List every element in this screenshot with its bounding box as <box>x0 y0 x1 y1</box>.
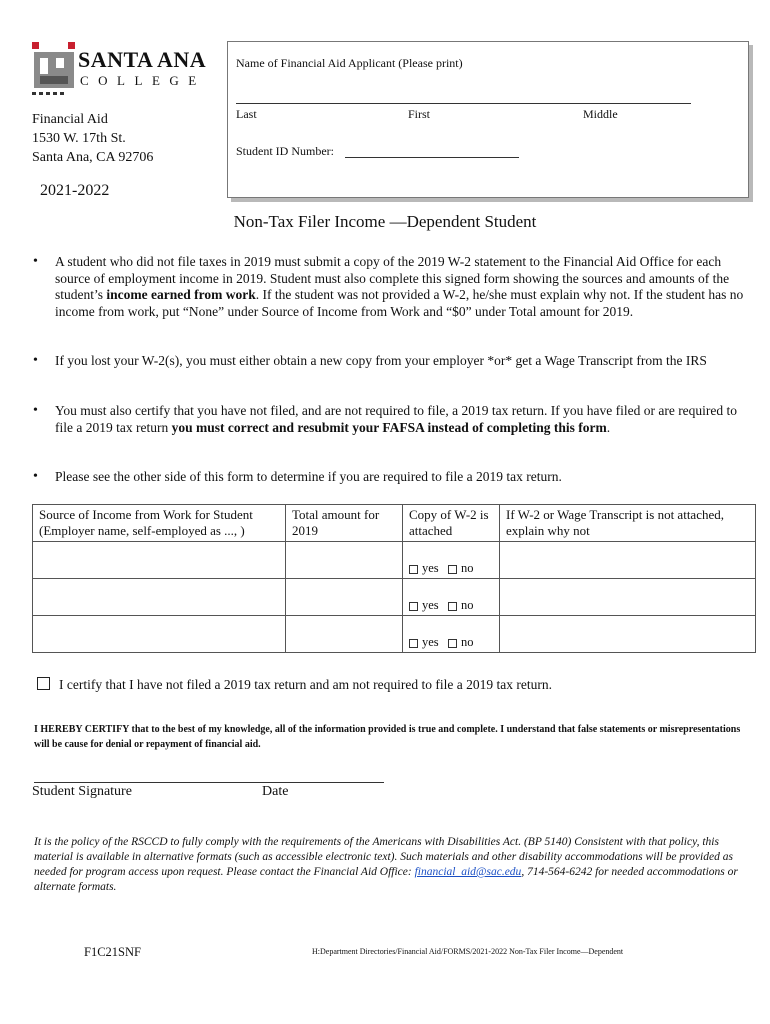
total-cell[interactable] <box>286 542 403 579</box>
yes-option[interactable] <box>409 561 439 575</box>
yes-label: yes <box>422 598 439 612</box>
w2-attached-cell <box>403 579 500 616</box>
file-path: H:Department Directories/Financial Aid/FORMS/2021-2022 Non-Tax Filer Income—Dependent <box>312 947 624 956</box>
certification-statement: I HEREBY CERTIFY that to the best of my knowledge, all of the information provided is true and complete. I understand that false statements or misrepresentations will be cause for denial or repayment of financial aid. <box>34 724 741 750</box>
income-table <box>32 504 756 653</box>
bullet-dot: • <box>33 353 38 368</box>
bullet-dot: • <box>33 469 38 484</box>
student-id-label: Student ID Number: <box>236 144 334 158</box>
yes-option[interactable] <box>409 635 439 649</box>
instruction-certify <box>55 403 745 436</box>
financial-aid-email-link[interactable]: financial_aid@sac.edu <box>414 866 522 878</box>
total-cell[interactable] <box>286 616 403 653</box>
bullet-dot: • <box>33 403 38 418</box>
date-label: Date <box>262 784 289 799</box>
yes-label: yes <box>422 561 439 575</box>
source-cell[interactable] <box>33 542 286 579</box>
source-cell[interactable] <box>33 616 286 653</box>
logo-wordmark-line1: SANTA ANA <box>78 47 207 72</box>
bullet1-bold: income earned from work <box>106 287 256 302</box>
office-city: Santa Ana, CA 92706 <box>32 150 154 165</box>
yes-checkbox[interactable] <box>409 565 418 574</box>
award-year: 2021-2022 <box>40 182 110 199</box>
instruction-other-side: Please see the other side of this form to determine if you are required to file a 2019 tax return. <box>55 469 562 484</box>
college-logo <box>30 40 78 98</box>
no-checkbox[interactable] <box>448 565 457 574</box>
table-row <box>33 579 756 616</box>
office-department: Financial Aid <box>32 112 108 127</box>
bullet1-text-a: A student who did not file taxes in 2019 must submit a copy of the 2019 W-2 statement to the Financial Aid Office for each source of employment income in 2019. Student must also complete this signed form showing the sources and amounts of the student’s <box>55 254 730 302</box>
bullet-dot: • <box>33 254 38 269</box>
w2-attached-cell <box>403 542 500 579</box>
policy-text-b: , 714-564-6242 for needed accommodations or alternate formats. <box>34 866 738 893</box>
last-name-label: Last <box>236 107 257 121</box>
certify-not-filed-label: I certify that I have not filed a 2019 tax return and am not required to file a 2019 tax return. <box>59 677 552 692</box>
yes-checkbox[interactable] <box>409 602 418 611</box>
table-row <box>33 542 756 579</box>
applicant-name-label: Name of Financial Aid Applicant (Please print) <box>236 56 463 70</box>
col-header-total: Total amount for 2019 <box>286 505 403 542</box>
yes-label: yes <box>422 635 439 649</box>
no-checkbox[interactable] <box>448 602 457 611</box>
mission-building-icon <box>30 40 78 98</box>
applicant-name-line[interactable] <box>236 103 691 104</box>
explain-cell[interactable] <box>500 542 756 579</box>
first-name-label: First <box>408 107 431 121</box>
yes-checkbox[interactable] <box>409 639 418 648</box>
no-label: no <box>461 635 474 649</box>
instruction-lost-w2: If you lost your W-2(s), you must either obtain a new copy from your employer *or* get a Wage Transcript from the IRS <box>55 353 707 368</box>
total-cell[interactable] <box>286 579 403 616</box>
form-code: F1C21SNF <box>84 945 141 959</box>
ada-policy-statement <box>34 835 739 895</box>
form-title: Non-Tax Filer Income —Dependent Student <box>233 212 537 231</box>
no-label: no <box>461 561 474 575</box>
office-street: 1530 W. 17th St. <box>32 131 126 146</box>
certify-not-filed-checkbox[interactable] <box>37 677 50 690</box>
table-header-row <box>33 505 756 542</box>
table-row <box>33 616 756 653</box>
student-id-line[interactable] <box>345 157 519 158</box>
policy-text-a: It is the policy of the RSCCD to fully comply with the requirements of the Americans with Disabilities Act. (BP 5140) Consistent with that policy, this material is available in alternative formats (such as accessible electronic text). Such materials and other disability accommodations will be provided as needed for program access upon request. Please contact the Financial Aid Office: <box>34 836 733 878</box>
explain-cell[interactable] <box>500 579 756 616</box>
signature-line[interactable] <box>34 782 384 783</box>
student-signature-label: Student Signature <box>32 784 132 799</box>
col-header-explain: If W-2 or Wage Transcript is not attached, explain why not <box>500 505 756 542</box>
no-checkbox[interactable] <box>448 639 457 648</box>
instruction-w2-requirement <box>55 254 745 320</box>
no-label: no <box>461 598 474 612</box>
source-cell[interactable] <box>33 579 286 616</box>
bullet3-text-b: . <box>606 419 611 435</box>
col-header-w2-attached: Copy of W-2 is attached <box>403 505 500 542</box>
bullet1-text-b: . If the student was not provided a W-2, he/she must explain why not. If the student has no income from work, put “None” under Source of Income from Work and “$0” under Total amount for 2019. <box>55 287 744 319</box>
bullet3-bold: you must correct and resubmit your FAFSA instead of completing this form <box>171 419 607 435</box>
w2-attached-cell <box>403 616 500 653</box>
col-header-source: Source of Income from Work for Student (Employer name, self-employed as ..., ) <box>33 505 286 542</box>
yes-option[interactable] <box>409 598 439 612</box>
no-option[interactable] <box>448 561 474 575</box>
no-option[interactable] <box>448 635 474 649</box>
middle-name-label: Middle <box>583 107 618 121</box>
no-option[interactable] <box>448 598 474 612</box>
explain-cell[interactable] <box>500 616 756 653</box>
logo-wordmark-line2: COLLEGE <box>80 73 206 88</box>
bullet3-text-a: You must also certify that you have not filed, and are not required to file, a 2019 tax return. If you have filed or are required to file a 2019 tax return <box>55 403 738 435</box>
